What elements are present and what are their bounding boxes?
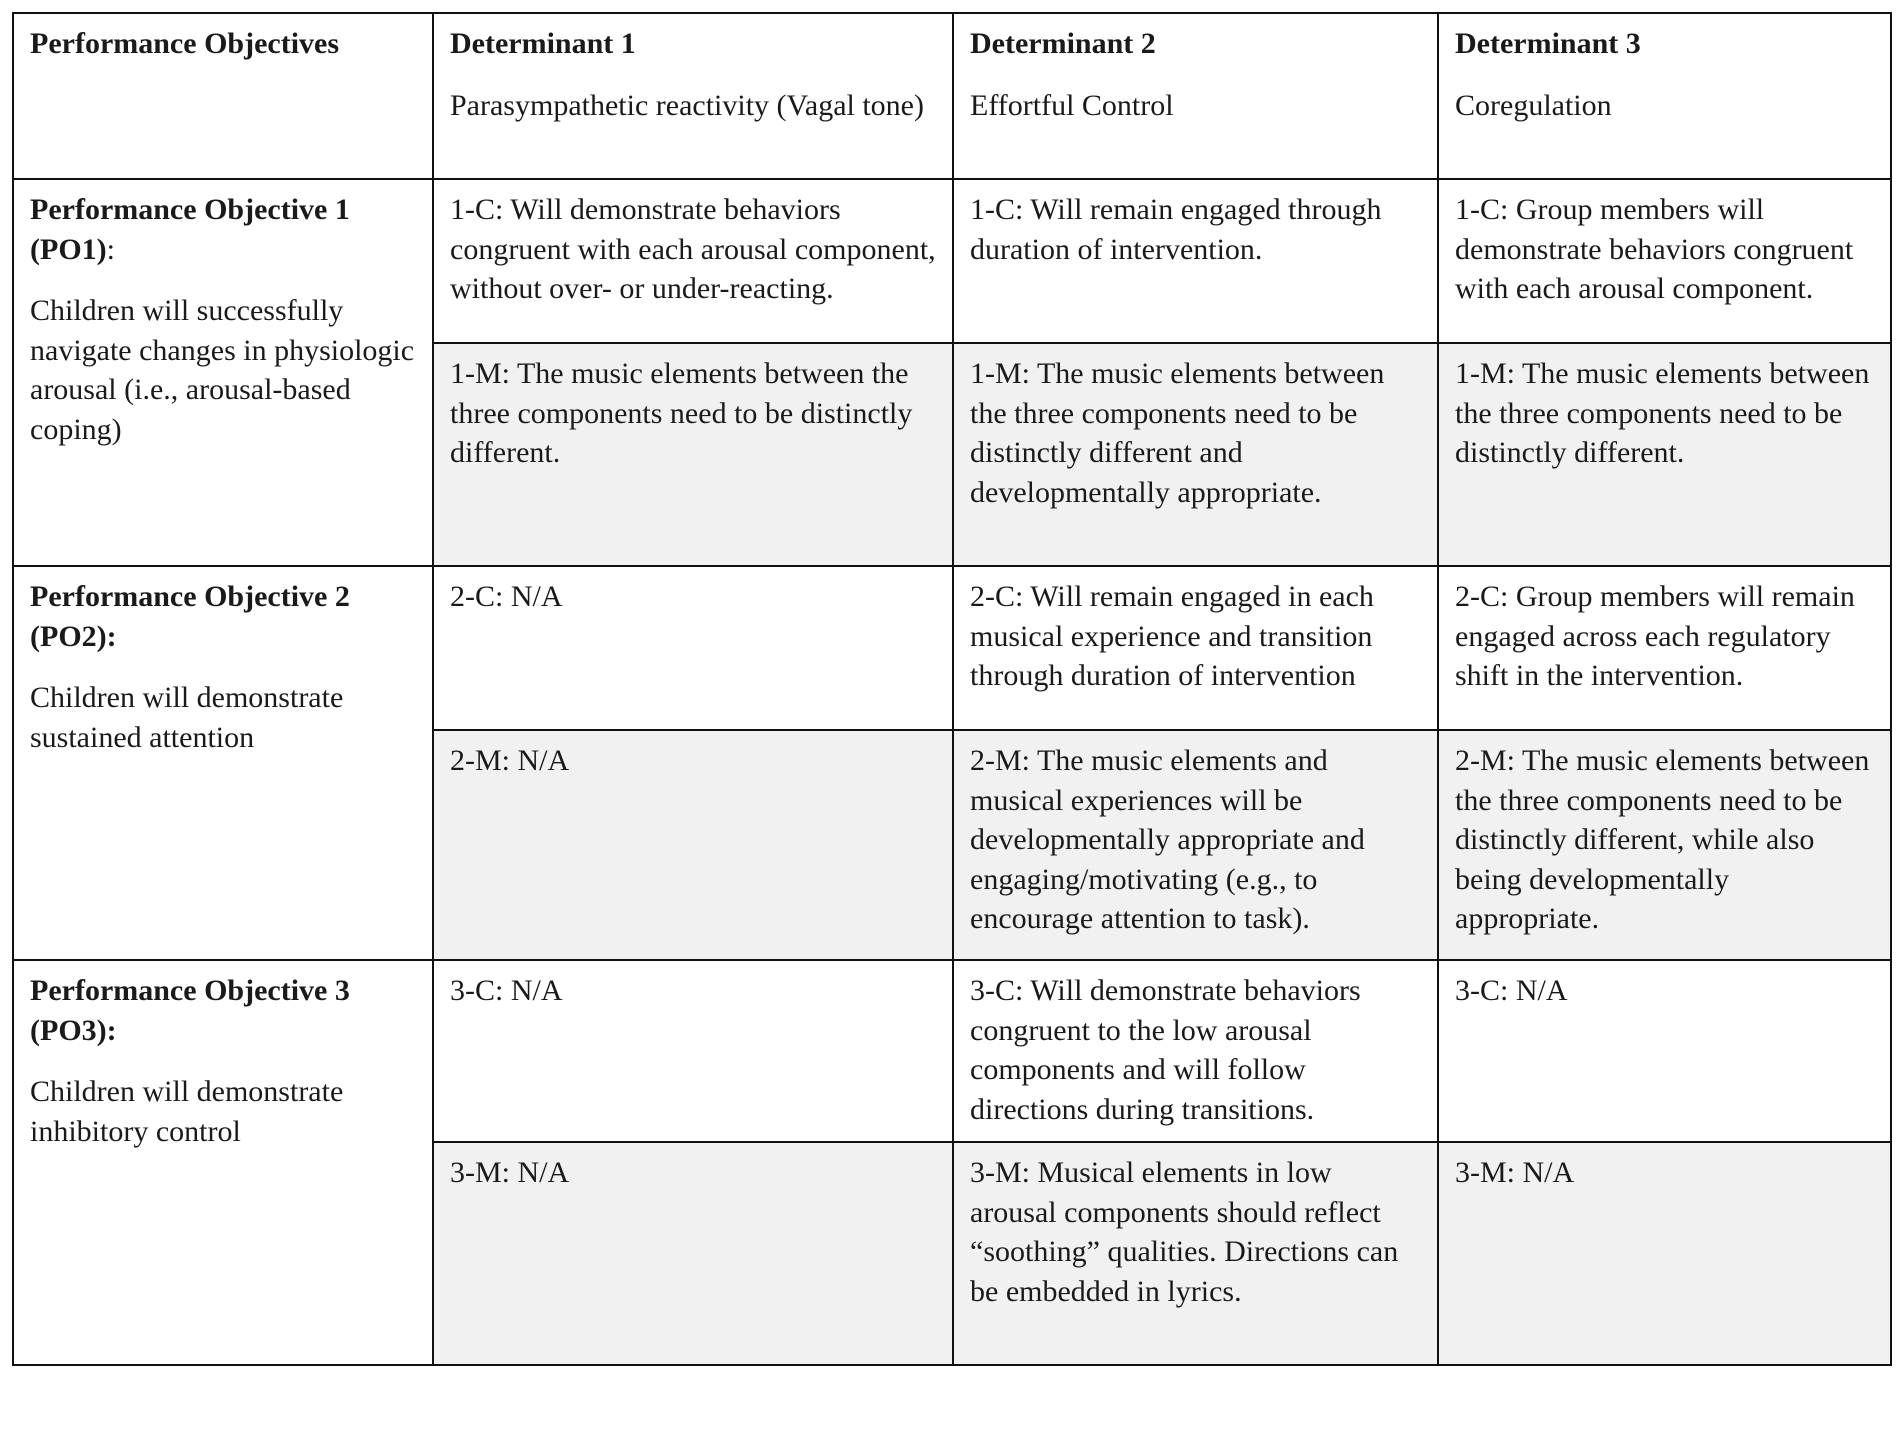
table-cell: 3-C: N/A [433,960,953,1142]
table-row [13,179,1891,343]
table-cell: 1-M: The music elements between the three components need to be distinctly different. [433,343,953,566]
determinant-1-subtitle: Parasympathetic reactivity (Vagal tone) [450,88,924,122]
header-cell-objectives [13,13,433,179]
determinant-3-title: Determinant 3 [1455,27,1641,60]
table-row [13,960,1891,1142]
objectives-table [12,12,1892,1366]
table-cell: 1-M: The music elements between the three components need to be distinctly different. [1438,343,1891,566]
header-cell-determinant-2 [953,13,1438,179]
determinant-2-title: Determinant 2 [970,27,1156,60]
objective-description: Children will demonstrate sustained attention [30,681,344,754]
objective-cell-po3 [13,960,433,1365]
determinant-2-subtitle: Effortful Control [970,88,1174,122]
objective-title: Performance Objective 1 [30,193,350,226]
table-cell: 1-M: The music elements between the three components need to be distinctly different and developmentally appropriate. [953,343,1438,566]
table-cell: 2-M: The music elements and musical experiences will be developmentally appropriate and engaging/motivating (e.g., to encourage attention to task). [953,730,1438,960]
header-objectives-label: Performance Objectives [30,27,340,60]
table-cell: 3-M: N/A [433,1142,953,1365]
objective-cell-po2 [13,566,433,960]
table-cell: 2-M: N/A [433,730,953,960]
header-cell-determinant-1 [433,13,953,179]
header-row [13,13,1891,179]
table-cell: 1-C: Will demonstrate behaviors congruent with each arousal component, without over- or under-reacting. [433,179,953,343]
table-row [13,566,1891,730]
table-cell: 3-M: N/A [1438,1142,1891,1365]
objective-cell-po1 [13,179,433,566]
table-cell: 3-M: Musical elements in low arousal components should reflect “soothing” qualities. Directions can be embedded in lyrics. [953,1142,1438,1365]
objective-code-suffix: : [106,232,115,266]
objective-description: Children will demonstrate inhibitory control [30,1075,344,1148]
objective-code: (PO1) [30,232,107,266]
objective-code: (PO3): [30,1013,117,1047]
table-cell: 2-C: Group members will remain engaged across each regulatory shift in the intervention. [1438,566,1891,730]
objective-description: Children will successfully navigate changes in physiologic arousal (i.e., arousal-based coping) [30,294,415,446]
determinant-3-subtitle: Coregulation [1455,88,1612,122]
table-cell: 2-C: Will remain engaged in each musical experience and transition through duration of intervention [953,566,1438,730]
table-cell: 1-C: Will remain engaged through duration of intervention. [953,179,1438,343]
objective-title: Performance Objective 3 [30,974,350,1007]
header-cell-determinant-3 [1438,13,1891,179]
table-cell: 2-C: N/A [433,566,953,730]
table-cell: 1-C: Group members will demonstrate behaviors congruent with each arousal component. [1438,179,1891,343]
table-cell: 3-C: Will demonstrate behaviors congruent to the low arousal components and will follow directions during transitions. [953,960,1438,1142]
table-cell: 3-C: N/A [1438,960,1891,1142]
objective-code: (PO2): [30,619,117,653]
determinant-1-title: Determinant 1 [450,27,636,60]
table-cell: 2-M: The music elements between the three components need to be distinctly different, while also being developmentally appropriate. [1438,730,1891,960]
objective-title: Performance Objective 2 [30,580,350,613]
